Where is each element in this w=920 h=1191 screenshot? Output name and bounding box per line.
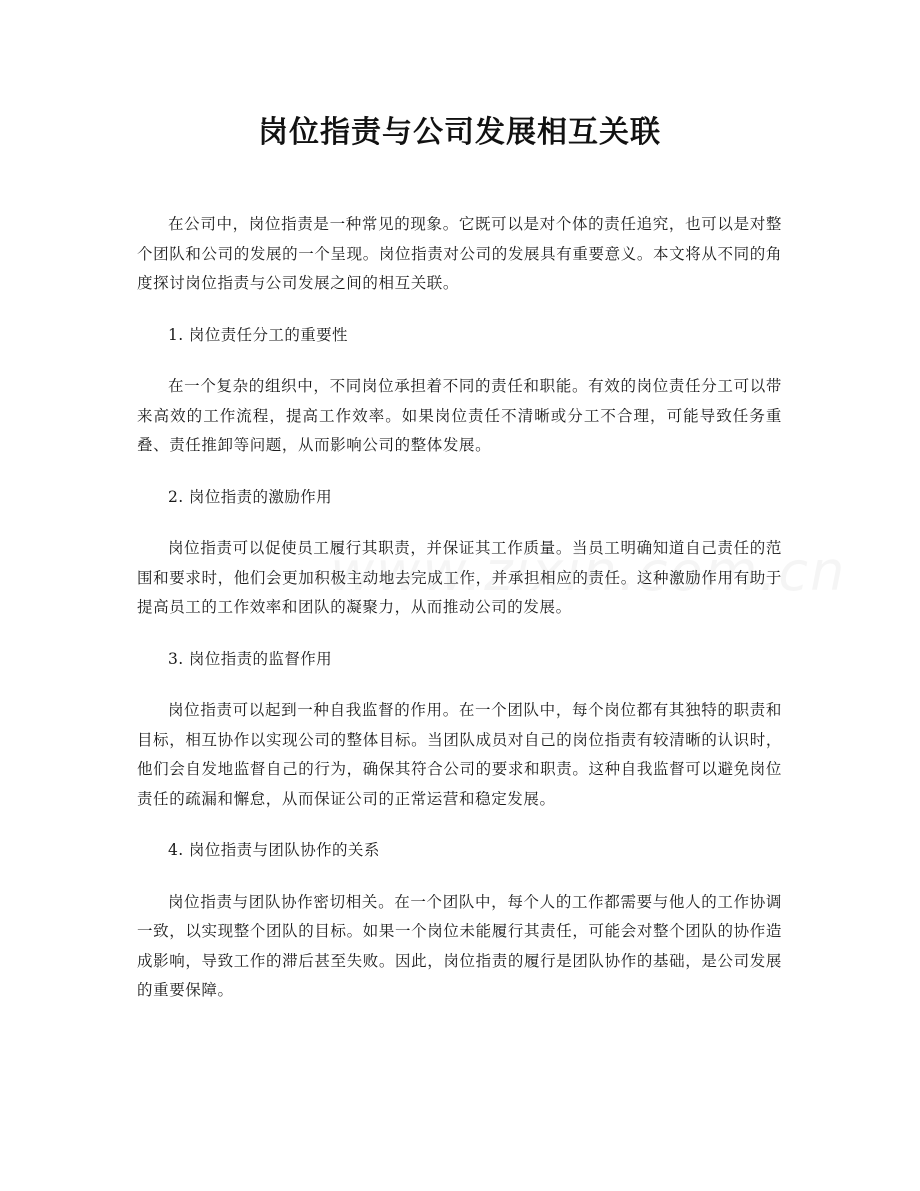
section-1-heading: 1. 岗位责任分工的重要性 (168, 325, 348, 344)
section-1-body: 在一个复杂的组织中，不同岗位承担着不同的责任和职能。有效的岗位责任分工可以带来高效的工作流程，提高工作效率。如果岗位责任不清晰或分工不合理，可能导致任务重叠、责任推卸等问题，从而影响公司的整体发展。 (137, 377, 782, 454)
section-2-body: 岗位指责可以促使员工履行其职责，并保证其工作质量。当员工明确知道自己责任的范围和要求时，他们会更加积极主动地去完成工作，并承担相应的责任。这种激励作用有助于提高员工的工作效率和团队的凝聚力，从而推动公司的发展。 (137, 539, 782, 616)
section-2-heading: 2. 岗位指责的激励作用 (168, 487, 333, 506)
intro-paragraph: 在公司中，岗位指责是一种常见的现象。它既可以是对个体的责任追究，也可以是对整个团队和公司的发展的一个呈现。岗位指责对公司的发展具有重要意义。本文将从不同的角度探讨岗位指责与公司发展之间的相互关联。 (137, 215, 782, 292)
section-4-body: 岗位指责与团队协作密切相关。在一个团队中，每个人的工作都需要与他人的工作协调一致，以实现整个团队的目标。如果一个岗位未能履行其责任，可能会对整个团队的协作造成影响，导致工作的滞后甚至失败。因此，岗位指责的履行是团队协作的基础，是公司发展的重要保障。 (137, 892, 782, 999)
section-4-heading: 4. 岗位指责与团队协作的关系 (168, 841, 380, 859)
section-3-body: 岗位指责可以起到一种自我监督的作用。在一个团队中，每个岗位都有其独特的职责和目标，相互协作以实现公司的整体目标。当团队成员对自己的岗位指责有较清晰的认识时，他们会自发地监督自己的行为，确保其符合公司的要求和职责。这种自我监督可以避免岗位责任的疏漏和懈怠，从而保证公司的正常运营和稳定发展。 (137, 701, 782, 808)
document-title: 岗位指责与公司发展相互关联 (258, 115, 661, 150)
section-3-heading: 3. 岗位指责的监督作用 (168, 649, 333, 668)
